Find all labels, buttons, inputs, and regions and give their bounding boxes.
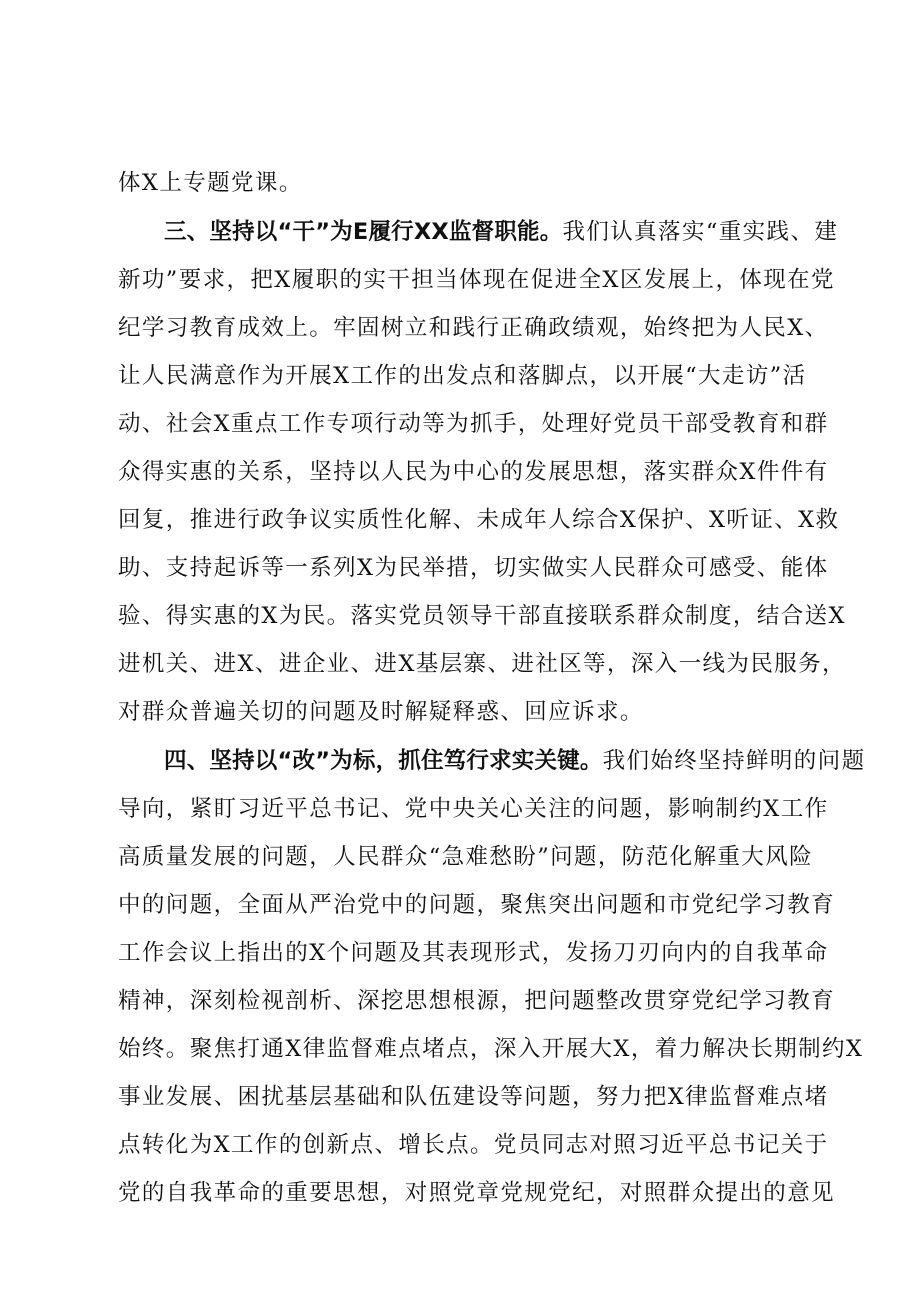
section-heading-line xyxy=(164,746,866,776)
section-heading-line xyxy=(164,217,839,247)
paragraph-line xyxy=(118,1082,829,1112)
line-text: 动、社会X重点工作专项行动等为抓手，处理好党员干部受教育和群 xyxy=(118,411,829,437)
line-text: 工作会议上指出的X个问题及其表现形式，发扬刀刃向内的自我革命 xyxy=(118,940,829,966)
line-text: 中的问题，全面从严治党中的问题，聚焦突出问题和市党纪学习教育 xyxy=(118,892,836,918)
line-text: 进机关、进X、进企业、进X基层寨、进社区等，深入一线为民服务， xyxy=(118,651,846,677)
paragraph-line xyxy=(118,1130,829,1160)
line-text: 党的自我革命的重要思想，对照党章党规党纪，对照群众提出的意见 xyxy=(118,1180,836,1206)
paragraph-line xyxy=(118,553,829,583)
line-text: 精神，深刻检视剖析、深挖思想根源，把问题整改贯穿党纪学习教育 xyxy=(118,988,836,1014)
paragraph-line xyxy=(118,1034,864,1064)
paragraph-line xyxy=(118,361,818,391)
line-text: 让人民满意作为开展X工作的出发点和落脚点，以开展“大走访”活 xyxy=(118,363,807,389)
line-text: 众得实惠的关系，坚持以人民为中心的发展思想，落实群众X件件有 xyxy=(118,459,829,485)
paragraph-line xyxy=(118,409,829,439)
line-text: 对群众普遍关切的问题及时解疑释惑、回应诉求。 xyxy=(118,699,644,725)
paragraph-line xyxy=(118,938,829,968)
paragraph-line xyxy=(118,842,818,872)
line-text: 回复，推进行政争议实质性化解、未成年人综合X保护、X听证、X救 xyxy=(118,507,840,533)
paragraph-line xyxy=(118,697,818,727)
line-text: 纪学习教育成效上。牢固树立和践行正确政绩观，始终把为人民X、 xyxy=(118,315,829,341)
paragraph-line xyxy=(118,265,835,295)
paragraph-line xyxy=(118,649,846,679)
line-text: 事业发展、困扰基层基础和队伍建设等问题，努力把X律监督难点堵 xyxy=(118,1084,829,1110)
line-text: 导向，紧盯习近平总书记、党中央关心关注的问题，影响制约X工作 xyxy=(118,796,829,822)
line-text: 高质量发展的问题，人民群众“急难愁盼”问题，防范化解重大风险 xyxy=(118,844,814,870)
line-text: 始终。聚焦打通X律监督难点堵点，深入开展大X，着力解决长期制约X xyxy=(118,1036,864,1062)
paragraph-line xyxy=(118,505,840,535)
line-text: 我们认真落实“重实践、建 xyxy=(562,219,839,245)
paragraph-line xyxy=(118,601,846,631)
paragraph-line xyxy=(118,986,836,1016)
paragraph-line xyxy=(118,457,829,487)
paragraph-line xyxy=(118,1178,836,1208)
section-heading-4: 四、坚持以“改”为标，抓住笃行求实关键。 xyxy=(164,748,603,774)
paragraph-line xyxy=(118,313,829,343)
paragraph-line xyxy=(118,168,818,198)
line-text: 点转化为X工作的创新点、增长点。党员同志对照习近平总书记关于 xyxy=(118,1132,829,1158)
line-text: 助、支持起诉等一系列X为民举措，切实做实人民群众可感受、能体 xyxy=(118,555,829,581)
section-heading-3: 三、坚持以“干”为E履行XX监督职能。 xyxy=(164,219,563,245)
line-text: 新功”要求，把X履职的实干担当体现在促进全X区发展上，体现在党 xyxy=(118,267,835,293)
paragraph-line xyxy=(118,890,836,920)
line-text: 验、得实惠的X为民。落实党员领导干部直接联系群众制度，结合送X xyxy=(118,603,846,629)
line-text: 我们始终坚持鲜明的问题 xyxy=(602,748,866,774)
line-text: 体X上专题党课。 xyxy=(118,170,303,196)
paragraph-line xyxy=(118,794,829,824)
